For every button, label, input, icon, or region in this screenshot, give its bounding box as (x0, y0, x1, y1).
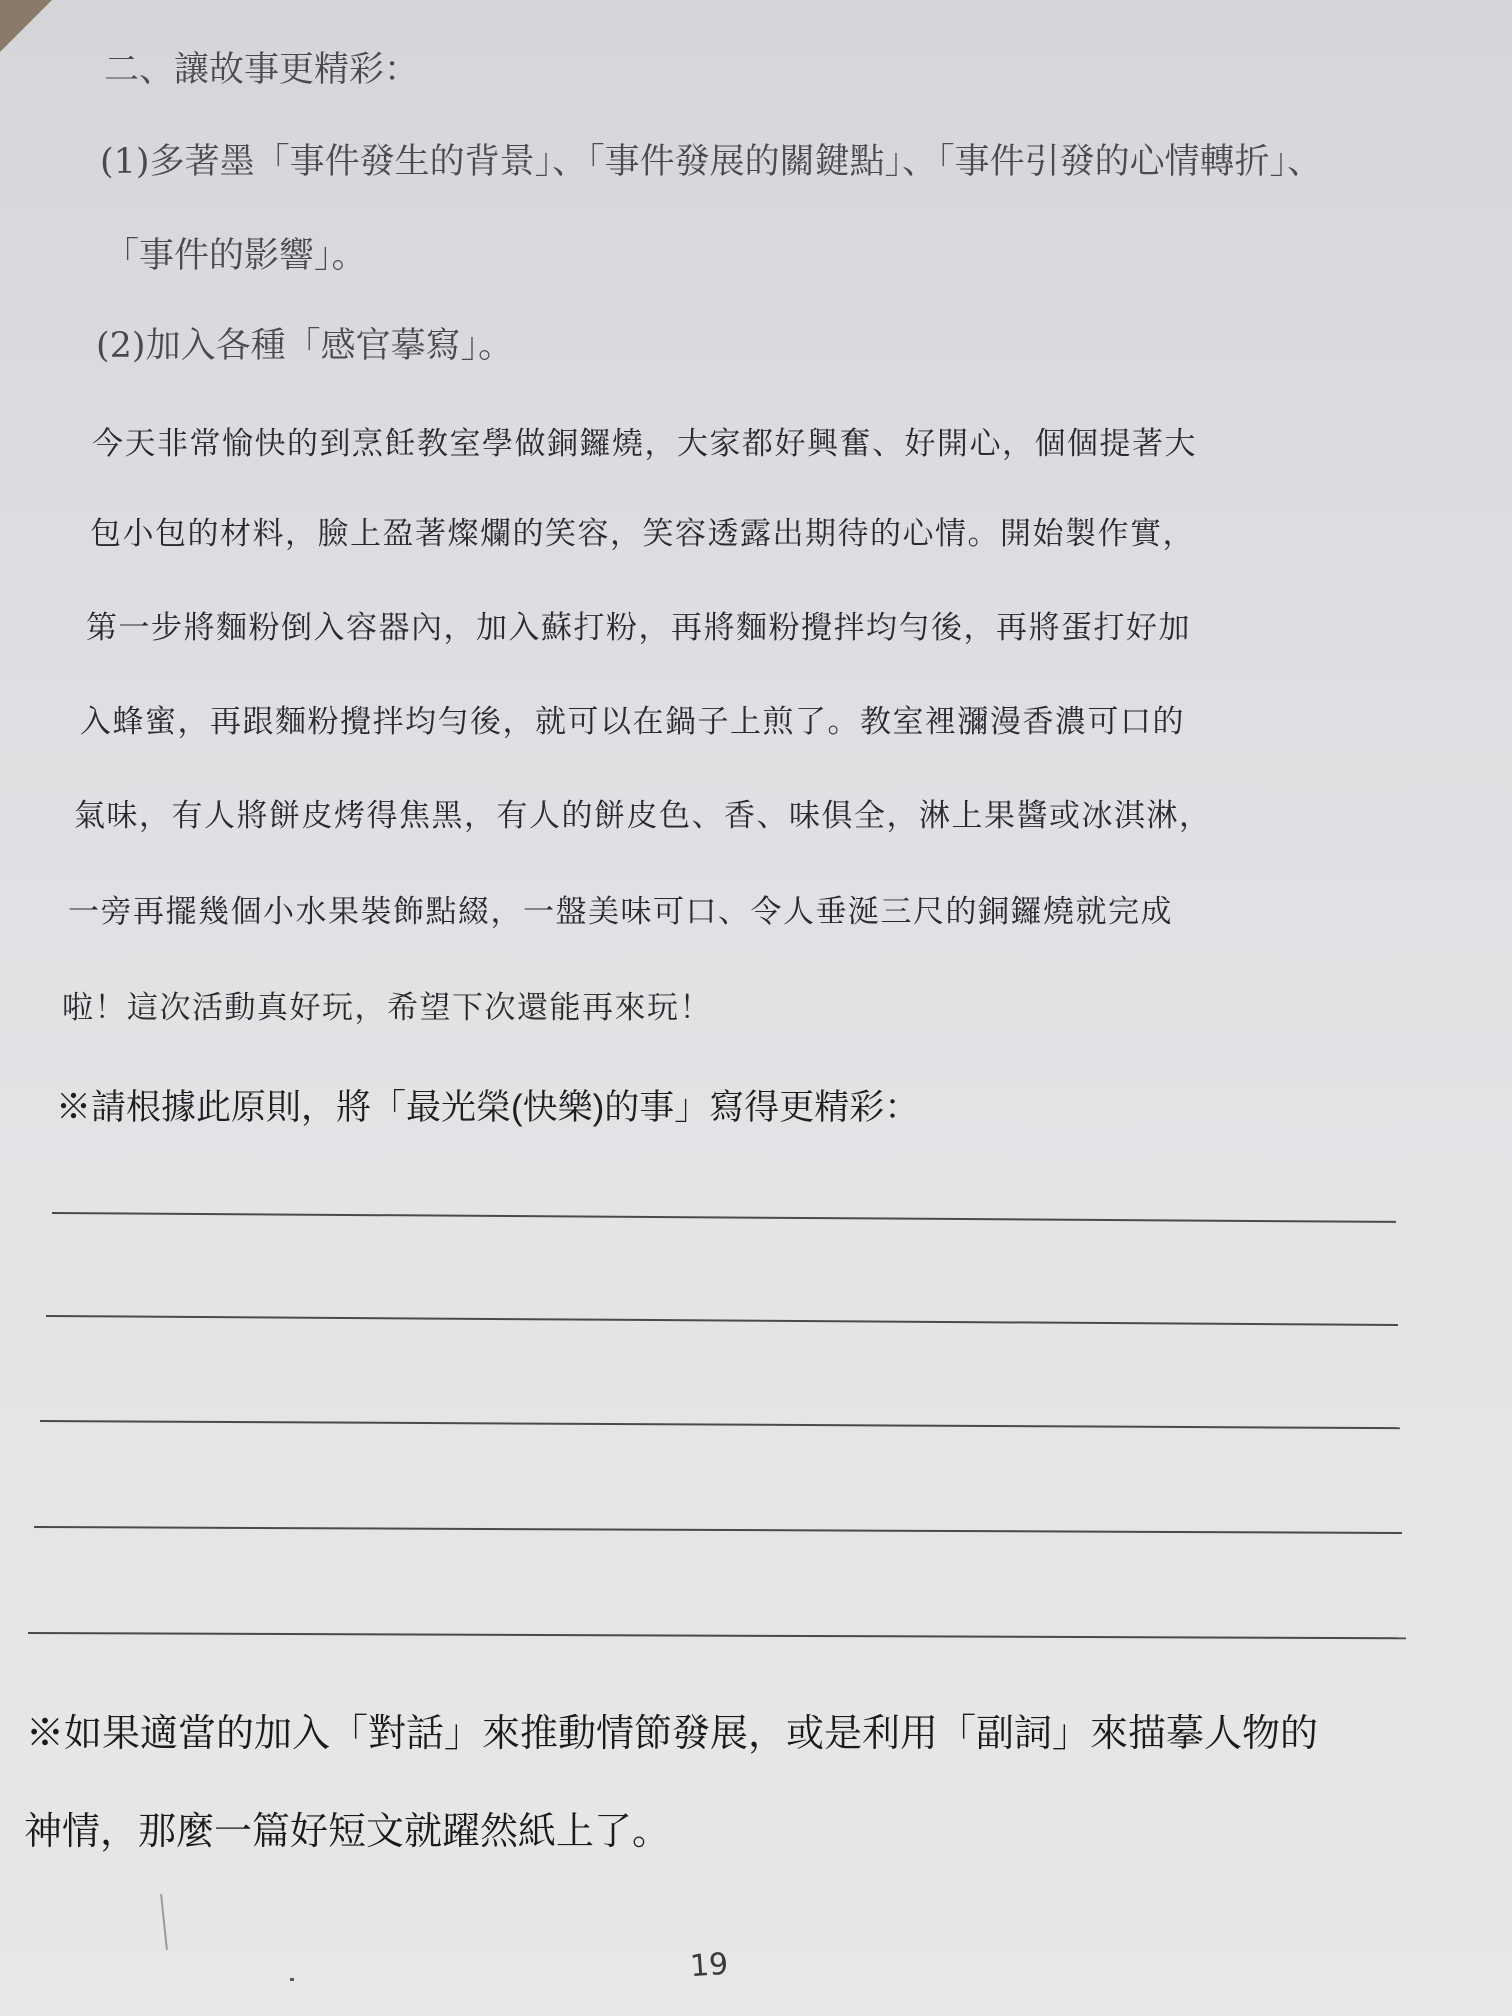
answer-line-1[interactable] (52, 1212, 1396, 1223)
page-corner-shadow (0, 0, 52, 52)
tip-line-2: 神情，那麼一篇好短文就躍然紙上了。 (24, 1811, 671, 1853)
answer-line-2[interactable] (46, 1315, 1398, 1326)
answer-line-4[interactable] (34, 1526, 1402, 1534)
page-number: 19 (688, 1946, 730, 1985)
principle-line-1: (1)多著墨「事件發生的背景」、「事件發展的關鍵點」、「事件引發的心情轉折」、 (100, 142, 1323, 182)
example-paragraph-line: 氣味，有人將餅皮烤得焦黑，有人的餅皮色、香、味俱全，淋上果醬或冰淇淋， (74, 798, 1212, 834)
pen-stroke-mark (160, 1894, 168, 1950)
section-heading: 二、讓故事更精彩： (104, 50, 420, 90)
principle-line-2: 「事件的影響」。 (104, 236, 367, 276)
task-instruction: ※請根據此原則，將「最光榮(快樂)的事」寫得更精彩： (56, 1088, 920, 1127)
answer-line-5[interactable] (28, 1632, 1406, 1639)
ink-dot-mark (290, 1978, 294, 1981)
tip-line-1: ※如果適當的加入「對話」來推動情節發展，或是利用「副詞」來描摹人物的 (26, 1713, 1319, 1755)
principle-line-3: (2)加入各種「感官摹寫」。 (96, 326, 514, 366)
example-paragraph-line: 一旁再擺幾個小水果裝飾點綴，一盤美味可口、令人垂涎三尺的銅鑼燒就完成 (68, 894, 1173, 930)
example-paragraph-line: 入蜂蜜，再跟麵粉攪拌均勻後，就可以在鍋子上煎了。教室裡瀰漫香濃可口的 (80, 704, 1185, 740)
example-paragraph-line: 包小包的材料，臉上盈著燦爛的笑容，笑容透露出期待的心情。開始製作實， (90, 516, 1195, 552)
example-paragraph-line: 今天非常愉快的到烹飪教室學做銅鑼燒，大家都好興奮、好開心，個個提著大 (92, 426, 1197, 462)
example-paragraph-line: 第一步將麵粉倒入容器內，加入蘇打粉，再將麵粉攪拌均勻後，再將蛋打好加 (86, 610, 1191, 646)
answer-line-3[interactable] (40, 1420, 1400, 1429)
example-paragraph-line: 啦！這次活動真好玩，希望下次還能再來玩！ (62, 990, 712, 1026)
